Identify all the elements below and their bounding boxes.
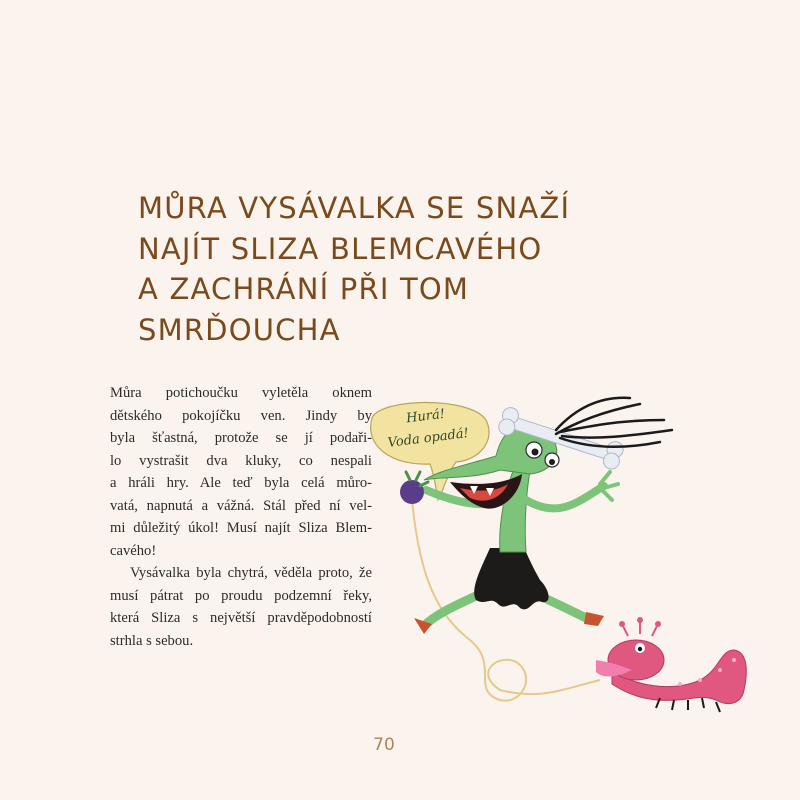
text-line: Můra potichoučku vyletěla oknem — [110, 385, 372, 401]
text-line: strhla s sebou. — [110, 632, 194, 649]
chapter-title-line: A ZACHRÁNÍ PŘI TOM — [138, 272, 470, 306]
chapter-title-line: SMRĎOUCHA — [138, 312, 341, 347]
text-line: lo vystrašit dva kluky, co nespali — [110, 452, 372, 469]
text-line: která Sliza s největší pravděpodobností — [110, 610, 372, 626]
monster-pupil-right — [549, 459, 555, 465]
chapter-title-line: MŮRA VYSÁVALKA SE SNAŽÍ — [138, 191, 571, 225]
page-number: 70 — [373, 735, 395, 755]
speech-line: Hurá! — [405, 406, 446, 427]
text-line: byla šťastná, protože se jí podaři- — [110, 430, 372, 446]
text-line: a hráli hry. Ale teď byla celá můro- — [110, 475, 372, 491]
text-line: musí pátrat po proudu podzemní řeky, — [110, 587, 372, 604]
speech-line: Voda opadá! — [386, 426, 470, 451]
text-line: vatá, napnutá a vážná. Stál před ní vel- — [110, 497, 372, 514]
purple-ball — [400, 480, 424, 504]
text-line: cavého! — [110, 542, 157, 559]
text-line: mi důležitý úkol! Musí najít Sliza Blem- — [110, 520, 372, 536]
paragraph — [110, 382, 372, 562]
chapter-title-line: NAJÍT SLIZA BLEMCAVÉHO — [138, 231, 543, 266]
text-line: Vysávalka byla chytrá, věděla proto, že — [130, 565, 372, 581]
chapter-title — [138, 188, 658, 350]
monster-skirt — [474, 548, 548, 609]
paragraph — [110, 562, 372, 652]
text-line: dětského pokojíčku ven. Jindy by — [110, 407, 372, 424]
pink-centipede — [596, 617, 746, 712]
monster-pupil-left — [532, 449, 539, 456]
monster-right-arm — [526, 486, 604, 508]
right-shoe — [584, 612, 604, 626]
story-text — [110, 382, 372, 652]
